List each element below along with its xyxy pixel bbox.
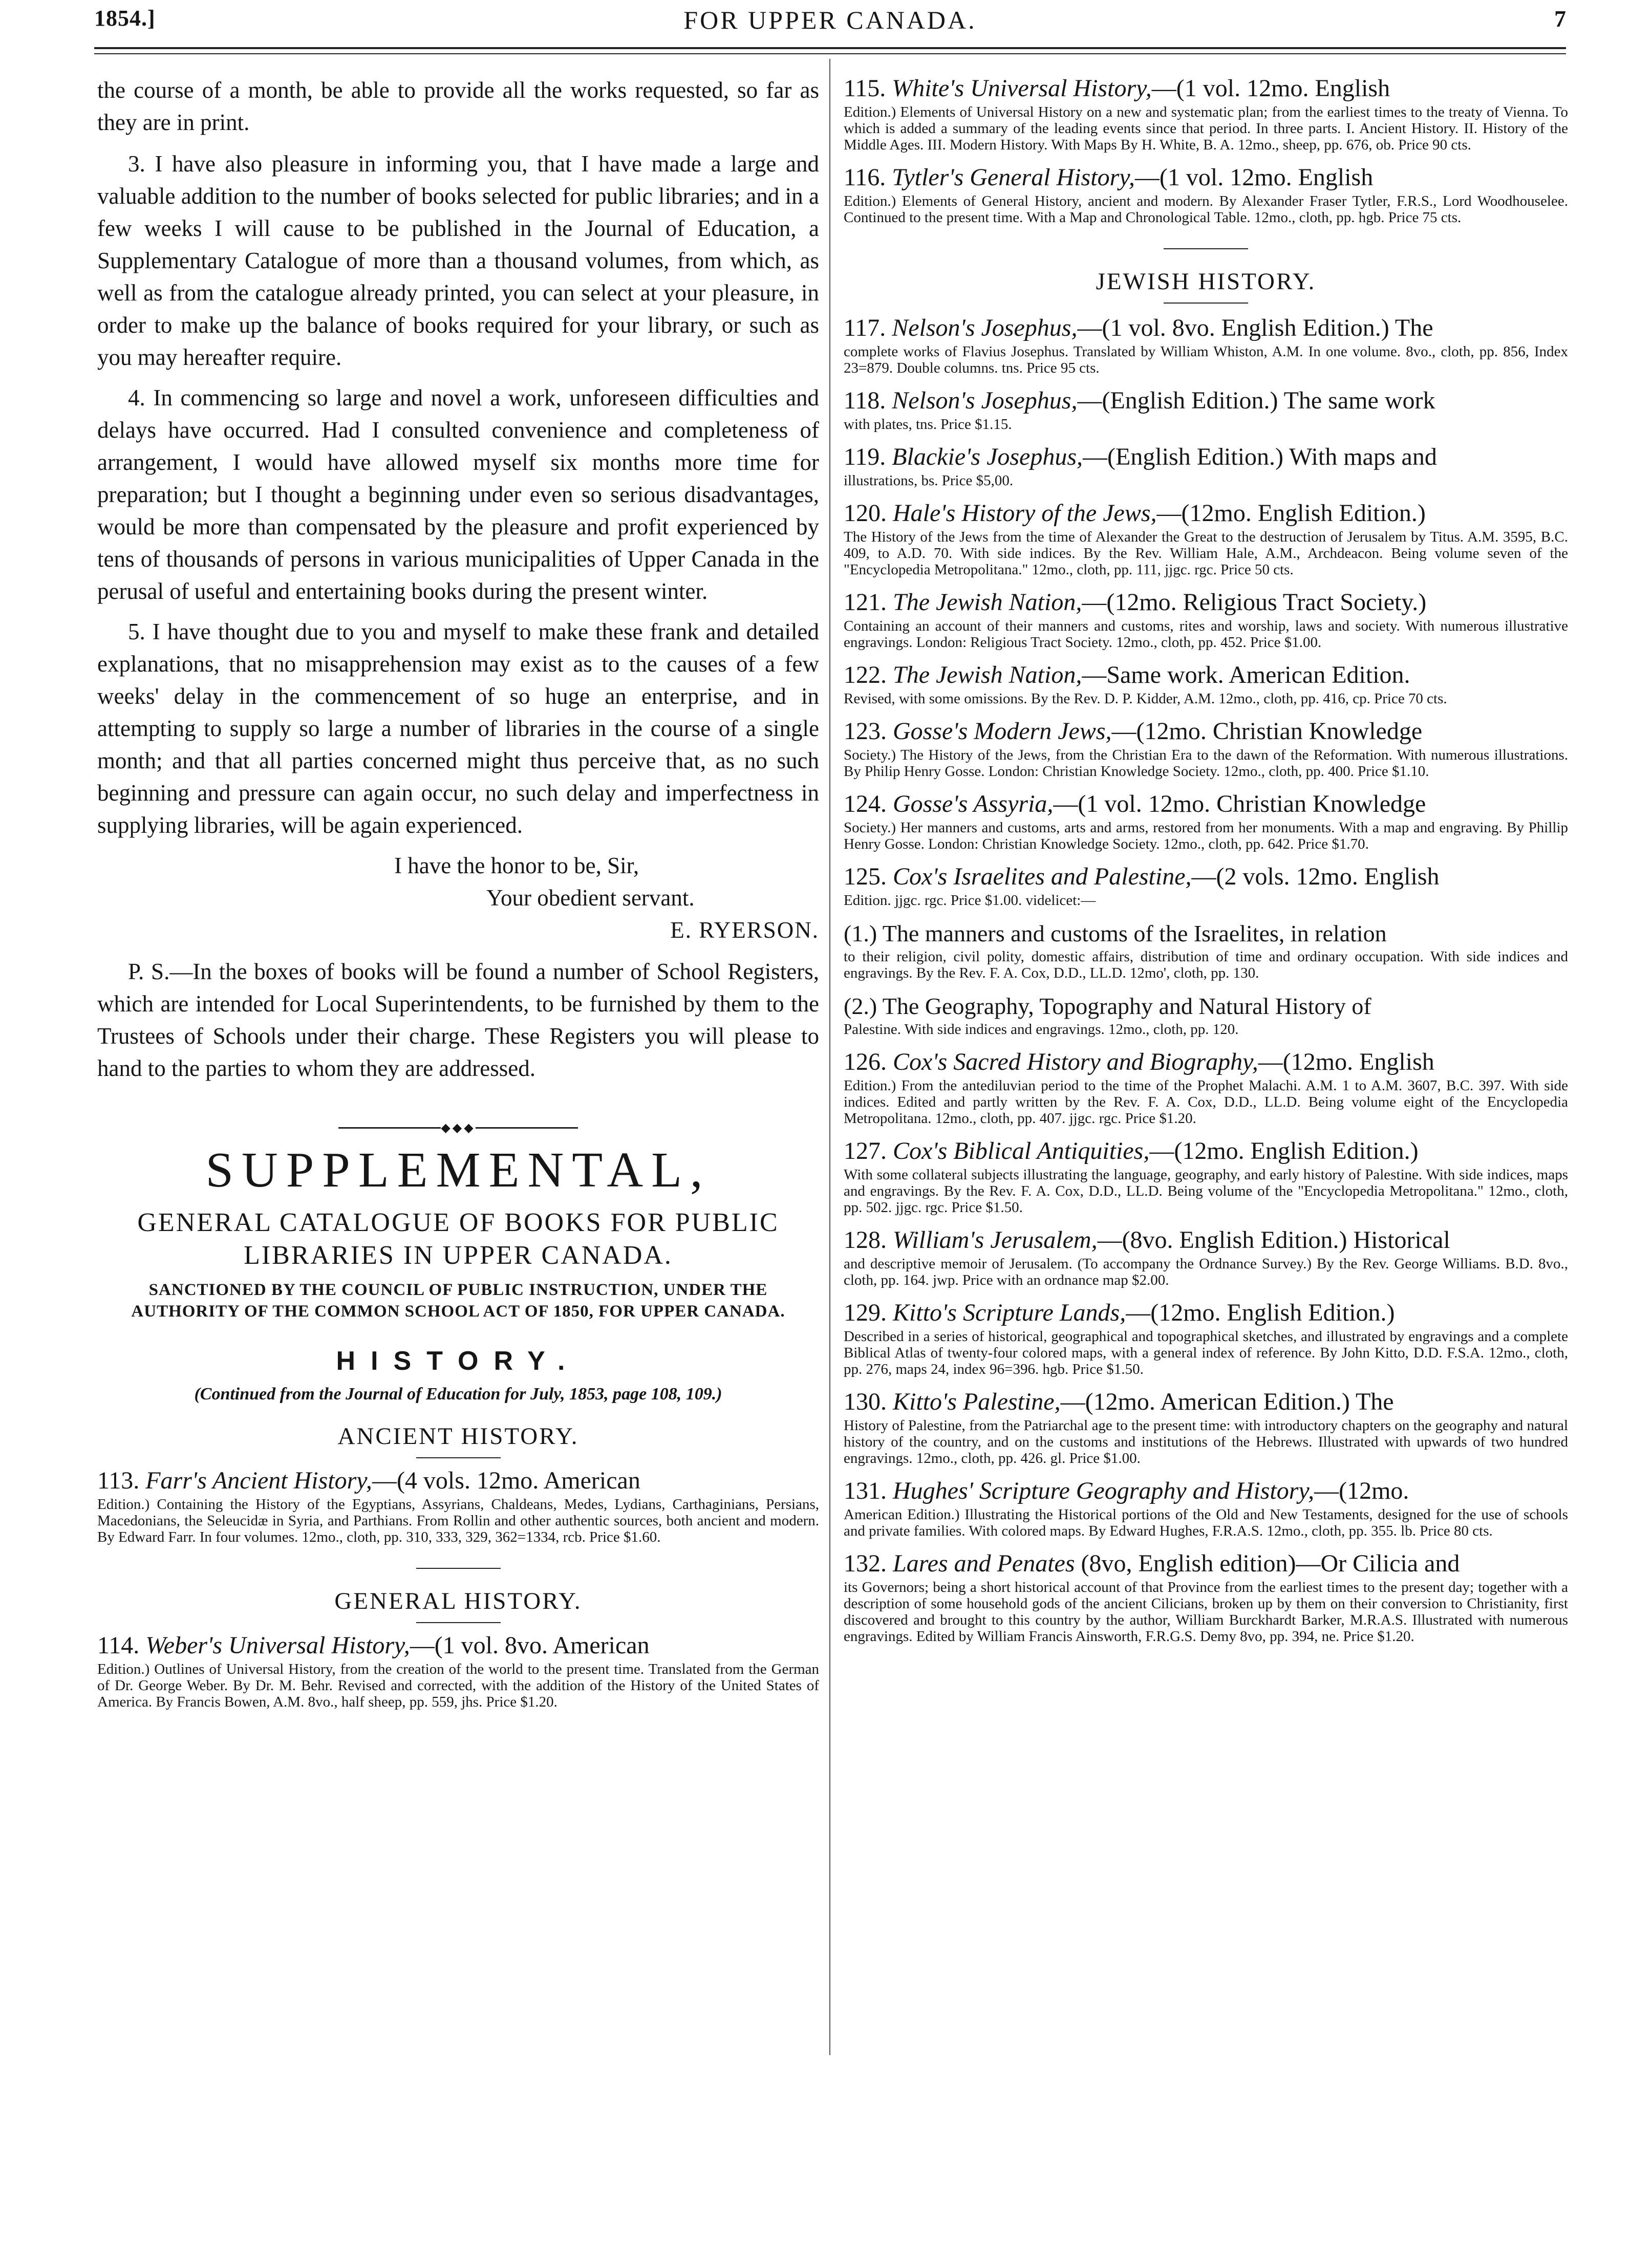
entry-title: Gosse's Assyria, bbox=[893, 790, 1054, 817]
catalogue-sanction: SANCTIONED BY THE COUNCIL OF PUBLIC INSTRUCTION, UNDER THE AUTHORITY OF THE COMMON SCHOOL ACT OF 1850, FOR UPPER CANADA. bbox=[131, 1281, 785, 1321]
entry-title: Tytler's General History, bbox=[892, 164, 1135, 191]
entry-title: Kitto's Scripture Lands, bbox=[893, 1299, 1126, 1326]
entry-description: with plates, tns. Price $1.15. bbox=[844, 416, 1012, 433]
entry-description: and descriptive memoir of Jerusalem. (To accompany the Ordnance Survey.) By the Rev. George Williams. B.D. 8vo., cloth, pp. 164. jwp. Price with an ordnance map $2.00. bbox=[844, 1256, 1568, 1288]
entry-number: 118. bbox=[844, 387, 886, 414]
section-heading-ancient: ANCIENT HISTORY. bbox=[337, 1423, 579, 1450]
entry-number: 126. bbox=[844, 1048, 887, 1075]
catalogue-entry-126 bbox=[844, 1048, 1568, 1127]
entry-description: Edition.) Elements of General History, ancient and modern. By Alexander Fraser Tytler, F.R.S., Lord Woodhouselee. Continued to the present time. With a Map and Chronological Table. 12mo., cloth, pp. hgb. Price 75 cts. bbox=[844, 193, 1568, 226]
entry-edition: —(12mo. American Edition.) The bbox=[1060, 1388, 1394, 1415]
ornament-line bbox=[338, 1127, 441, 1129]
entry-title: Nelson's Josephus, bbox=[892, 314, 1078, 341]
entry-description: Containing an account of their manners and customs, rites and worship, laws and society. With numerous illustrative engravings. London: Religious Tract Society. 12mo., cloth, pp. 452. Price $1.00. bbox=[844, 618, 1568, 651]
entry-edition: —(1 vol. 8vo. English Edition.) The bbox=[1077, 314, 1433, 341]
ornament-diamonds-icon: ◆◆◆ bbox=[441, 1121, 476, 1135]
entry-description: Edition.) Outlines of Universal History, from the creation of the world to the present time. Translated from the German of Dr. George Weber. By Dr. M. Behr. Revised and corrected, with the addition of the History of the United States of America. By Francis Bowen, A.M. 8vo., half sheep, pp. 559, jhs. Price $1.20. bbox=[97, 1661, 819, 1710]
ornament-line bbox=[476, 1127, 578, 1129]
catalogue-entry-127 bbox=[844, 1137, 1568, 1216]
entry-title: Kitto's Palestine, bbox=[893, 1388, 1061, 1415]
catalogue-entry-122 bbox=[844, 661, 1568, 707]
entry-description: Described in a series of historical, geographical and topographical sketches, and illustrated by engravings and a complete Biblical Atlas of twenty-four colored maps, with a general index of reference. By John Kitto, D.D. F.S.A. 12mo., cloth, pp. 276, maps 24, index 96=396. hgb. Price $1.50. bbox=[844, 1328, 1568, 1377]
section-heading-jewish: JEWISH HISTORY. bbox=[1096, 268, 1316, 295]
entry-edition: —(1 vol. 12mo. English bbox=[1151, 75, 1390, 102]
section-rule bbox=[1164, 248, 1248, 249]
section-rule bbox=[416, 1457, 501, 1458]
entry-number: 125. bbox=[844, 863, 887, 890]
entry-number: 116. bbox=[844, 164, 886, 191]
entry-description: Revised, with some omissions. By the Rev. D. P. Kidder, A.M. 12mo., cloth, pp. 416, cp. Price 70 cts. bbox=[844, 691, 1447, 707]
header-rule-thick bbox=[94, 47, 1566, 49]
catalogue-entry-119 bbox=[844, 443, 1568, 489]
catalogue-entry-115 bbox=[844, 74, 1568, 153]
catalogue-entry-128 bbox=[844, 1226, 1568, 1288]
entry-title: Cox's Israelites and Palestine, bbox=[893, 863, 1192, 890]
entry-edition: —(12mo. English bbox=[1258, 1048, 1434, 1075]
catalogue-entry-130 bbox=[844, 1388, 1568, 1466]
category-heading: HISTORY. bbox=[336, 1346, 581, 1376]
entry-description: Edition.) From the antediluvian period to the time of the Prophet Malachi. A.M. 1 to A.M. 3607, B.C. 397. With side indices. Edited and partly written by the Rev. F. A. Cox, D.D., LL.D. Being volume eight of the Encyclopedia Metropolitana. 12mo., cloth, pp. 407. jjgc. rgc. Price $1.20. bbox=[844, 1077, 1568, 1127]
entry-subvolumes bbox=[844, 920, 1568, 1038]
running-head-year: 1854.] bbox=[94, 6, 156, 31]
entry-title: Farr's Ancient History, bbox=[145, 1467, 372, 1494]
entry-edition: —Same work. American Edition. bbox=[1082, 661, 1410, 688]
entry-title: Nelson's Josephus, bbox=[892, 387, 1078, 414]
entry-edition: —(1 vol. 12mo. English bbox=[1134, 164, 1374, 191]
entry-title: The Jewish Nation, bbox=[893, 661, 1082, 688]
entry-number: 117. bbox=[844, 314, 886, 341]
entry-description: History of Palestine, from the Patriarchal age to the present time: with introductory chapters on the geography and natural history of the country, and on the customs and institutions of the Hebrews. Illustrated with upwards of two hundred engravings. 12mo., cloth, pp. 426. gl. Price $1.00. bbox=[844, 1417, 1568, 1466]
subvolume-description: to their religion, civil polity, domestic affairs, distribution of time and ordinary occupation. With side indices and engravings. By the Rev. F. A. Cox, D.D., LL.D. 12mo', cloth, pp. 130. bbox=[844, 948, 1568, 981]
catalogue-entry-118 bbox=[844, 386, 1568, 433]
entry-number: 132. bbox=[844, 1550, 887, 1577]
page-number: 7 bbox=[1554, 6, 1566, 32]
entry-description: Edition. jjgc. rgc. Price $1.00. videlicet:— bbox=[844, 892, 1096, 909]
closing-line: I have the honor to be, Sir, bbox=[394, 853, 639, 878]
left-column bbox=[97, 74, 819, 1710]
catalogue-entry-121 bbox=[844, 588, 1568, 651]
entry-edition: —(English Edition.) With maps and bbox=[1083, 443, 1437, 470]
subvolume-heading: (2.) The Geography, Topography and Natural History of bbox=[844, 993, 1371, 1019]
section-heading-general: GENERAL HISTORY. bbox=[334, 1588, 582, 1614]
entry-description: illustrations, bs. Price $5,00. bbox=[844, 472, 1014, 489]
catalogue-entry-116 bbox=[844, 163, 1568, 226]
catalogue-entry-131 bbox=[844, 1477, 1568, 1539]
entry-description: Society.) The History of the Jews, from the Christian Era to the dawn of the Reformation. With numerous illustrations. By Philip Henry Gosse. London: Christian Knowledge Society. 12mo., cloth, pp. 400. Price $1.10. bbox=[844, 747, 1568, 780]
entry-title: William's Jerusalem, bbox=[893, 1226, 1098, 1254]
entry-title: Hughes' Scripture Geography and History, bbox=[893, 1477, 1315, 1504]
entry-description: Edition.) Elements of Universal History on a new and systematic plan; from the earliest times to the treaty of Vienna. To which is added a summary of the leading events since that period. In three parts. I. Ancient History. II. History of the Middle Ages. III. Modern History. With Maps By H. White, B. A. 12mo., sheep, pp. 676, ob. Price 90 cts. bbox=[844, 104, 1568, 153]
entry-number: 131. bbox=[844, 1477, 887, 1504]
closing-line: Your obedient servant. bbox=[486, 885, 695, 911]
entry-number: 129. bbox=[844, 1299, 887, 1326]
entry-number: 130. bbox=[844, 1388, 887, 1415]
entry-description: complete works of Flavius Josephus. Translated by William Whiston, A.M. In one volume. 8vo., cloth, pp. 856, Index 23=879. Double columns. tns. Price 95 cts. bbox=[844, 343, 1568, 376]
letter-closing bbox=[97, 850, 819, 946]
entry-edition: —(2 vols. 12mo. English bbox=[1191, 863, 1440, 890]
letter-paragraph: 3. I have also pleasure in informing you, that I have made a large and valuable addition to the number of books selected for public libraries; and in a few weeks I will cause to be published in the Journal of Education, a Supplementary Catalogue of more than a thousand volumes, from which, as well as from the catalogue already printed, you can select at your pleasure, in order to make up the balance of books required for your library, or such as you may hereafter require. bbox=[97, 151, 819, 370]
entry-description: Edition.) Containing the History of the Egyptians, Assyrians, Chaldeans, Medes, Lydians, Carthaginians, Persians, Macedonians, the Seleucidæ in Syria, and Parthians. From Rollin and other authentic sources, both ancient and modern. By Edward Farr. In four volumes. 12mo., cloth, pp. 310, 333, 329, 362=1334, rcb. Price $1.60. bbox=[97, 1496, 819, 1545]
continued-note: (Continued from the Journal of Education for July, 1853, page 108, 109.) bbox=[194, 1385, 722, 1404]
entry-description: Society.) Her manners and customs, arts and arms, restored from her monuments. With a map and engraving. By Phillip Henry Gosse. London: Christian Knowledge Society. 12mo., cloth, pp. 642. Price $1.70. bbox=[844, 819, 1568, 852]
entry-number: 113. bbox=[97, 1467, 140, 1494]
entry-edition: —(1 vol. 12mo. Christian Knowledge bbox=[1053, 790, 1426, 817]
entry-title: Weber's Universal History, bbox=[145, 1632, 410, 1659]
entry-description: With some collateral subjects illustrating the language, geography, and early history of Palestine. With side indices, maps and engravings. By the Rev. F. A. Cox, D.D., LL.D. Being volume of the "Encyclopedia Metropolitana." 12mo., cloth, pp. 502. jjgc. rgc. Price $1.50. bbox=[844, 1167, 1568, 1216]
section-rule bbox=[416, 1568, 501, 1569]
section-rule bbox=[416, 1622, 501, 1623]
letter-paragraph: 4. In commencing so large and novel a work, unforeseen difficulties and delays have occurred. Had I consulted convenience and completeness of arrangement, I would have allowed myself six months more time for preparation; but I thought a beginning under even so serious disadvantages, would be more than compensated by the pleasure and profit experienced by tens of thousands of persons in various municipalities of Upper Canada in the perusal of useful and entertaining books during the present winter. bbox=[97, 385, 819, 604]
letter-paragraph: 5. I have thought due to you and myself to make these frank and detailed explanations, that no misapprehension may exist as to the causes of a few weeks' delay in the commencement of so huge an enterprise, and in attempting to supply so large a number of libraries in the course of a single month; and that all parties concerned might thus perceive that, as no such beginning and pressure can again occur, no such delay and imperfectness in supplying libraries, will be again experienced. bbox=[97, 619, 819, 838]
entry-number: 128. bbox=[844, 1226, 887, 1254]
entry-title: Hale's History of the Jews, bbox=[893, 500, 1157, 527]
entry-description: its Governors; being a short historical account of that Province from the earliest times to the present day; together with a description of some household gods of the ancient Cilicians, broken up by them on their conversion to Christianity, first discovered and brought to this country by the author, William Burckhardt Barker, M.R.A.S. Illustrated with numerous engravings. Edited by William Francis Ainsworth, F.R.G.S. Demy 8vo, pp. 394, ne. Price $1.20. bbox=[844, 1579, 1568, 1645]
subvolume-heading: (1.) The manners and customs of the Israelites, in relation bbox=[844, 920, 1387, 946]
catalogue-entry-125 bbox=[844, 862, 1568, 1038]
signature: E. RYERSON. bbox=[670, 917, 819, 943]
catalogue-entry-132 bbox=[844, 1549, 1568, 1645]
catalogue-entry-124 bbox=[844, 790, 1568, 852]
entry-number: 121. bbox=[844, 589, 887, 616]
entry-title: Gosse's Modern Jews, bbox=[893, 718, 1112, 745]
entry-title: Cox's Sacred History and Biography, bbox=[893, 1048, 1258, 1075]
entry-title: Blackie's Josephus, bbox=[892, 443, 1083, 470]
entry-title: The Jewish Nation, bbox=[893, 589, 1082, 616]
entry-edition: —(12mo. English Edition.) bbox=[1149, 1137, 1419, 1164]
catalogue-entry-123 bbox=[844, 717, 1568, 780]
catalogue-entry-117 bbox=[844, 314, 1568, 376]
entry-edition: —(12mo. bbox=[1314, 1477, 1409, 1504]
entry-edition: —(1 vol. 8vo. American bbox=[410, 1632, 650, 1659]
catalogue-entry-120 bbox=[844, 499, 1568, 578]
catalogue-title: SUPPLEMENTAL, bbox=[205, 1142, 711, 1198]
entry-edition: —(12mo. English Edition.) bbox=[1156, 500, 1426, 527]
postscript: P. S.—In the boxes of books will be found a number of School Registers, which are intended for Local Superintendents, to be furnished by them to the Trustees of Schools under their charge. These Registers you will please to hand to the parties to whom they are addressed. bbox=[97, 959, 819, 1081]
column-divider bbox=[829, 59, 830, 2055]
entry-edition: (8vo, English edition)—Or Cilicia and bbox=[1075, 1550, 1460, 1577]
catalogue-subtitle: GENERAL CATALOGUE OF BOOKS FOR PUBLIC LIBRARIES IN UPPER CANADA. bbox=[137, 1208, 779, 1270]
entry-number: 115. bbox=[844, 75, 886, 102]
entry-edition: —(English Edition.) The same work bbox=[1077, 387, 1435, 414]
entry-number: 123. bbox=[844, 718, 887, 745]
right-column bbox=[844, 74, 1568, 1645]
running-head bbox=[94, 5, 1566, 46]
entry-edition: —(4 vols. 12mo. American bbox=[372, 1467, 640, 1494]
running-head-title: FOR UPPER CANADA. bbox=[683, 6, 977, 34]
entry-edition: —(12mo. English Edition.) bbox=[1126, 1299, 1395, 1326]
entry-number: 120. bbox=[844, 500, 887, 527]
catalogue-entry-114 bbox=[97, 1631, 819, 1710]
entry-number: 124. bbox=[844, 790, 887, 817]
entry-title: White's Universal History, bbox=[892, 75, 1152, 102]
catalogue-entry-129 bbox=[844, 1299, 1568, 1377]
entry-description: American Edition.) Illustrating the Historical portions of the Old and New Testaments, designed for the use of schools and private families. With colored maps. By Edward Hughes, F.R.A.S. 12mo., cloth, pp. 355. lb. Price 80 cts. bbox=[844, 1506, 1568, 1539]
entry-number: 114. bbox=[97, 1632, 140, 1659]
entry-number: 122. bbox=[844, 661, 887, 688]
entry-number: 127. bbox=[844, 1137, 887, 1164]
subvolume-description: Palestine. With side indices and engravings. 12mo., cloth, pp. 120. bbox=[844, 1021, 1239, 1038]
letter-paragraph: the course of a month, be able to provide all the works requested, so far as they are in print. bbox=[97, 77, 819, 135]
header-rule-thin bbox=[94, 53, 1566, 54]
entry-description: The History of the Jews from the time of Alexander the Great to the destruction of Jerusalem by Titus. A.M. 3595, B.C. 409, to A.D. 70. With side indices. By the Rev. William Hale, A.M., Archdeacon. Being volume seven of the "Encyclopedia Metropolitana." 12mo., cloth, pp. 111, jjgc. rgc. Price 50 cts. bbox=[844, 529, 1568, 578]
entry-title: Lares and Penates bbox=[893, 1550, 1075, 1577]
entry-number: 119. bbox=[844, 443, 886, 470]
entry-title: Cox's Biblical Antiquities, bbox=[893, 1137, 1150, 1164]
ornament-divider bbox=[97, 1120, 819, 1133]
entry-edition: —(12mo. Religious Tract Society.) bbox=[1082, 589, 1427, 616]
entry-edition: —(8vo. English Edition.) Historical bbox=[1097, 1226, 1450, 1254]
section-rule bbox=[1164, 303, 1248, 304]
entry-edition: —(12mo. Christian Knowledge bbox=[1111, 718, 1423, 745]
catalogue-entry-113 bbox=[97, 1466, 819, 1545]
